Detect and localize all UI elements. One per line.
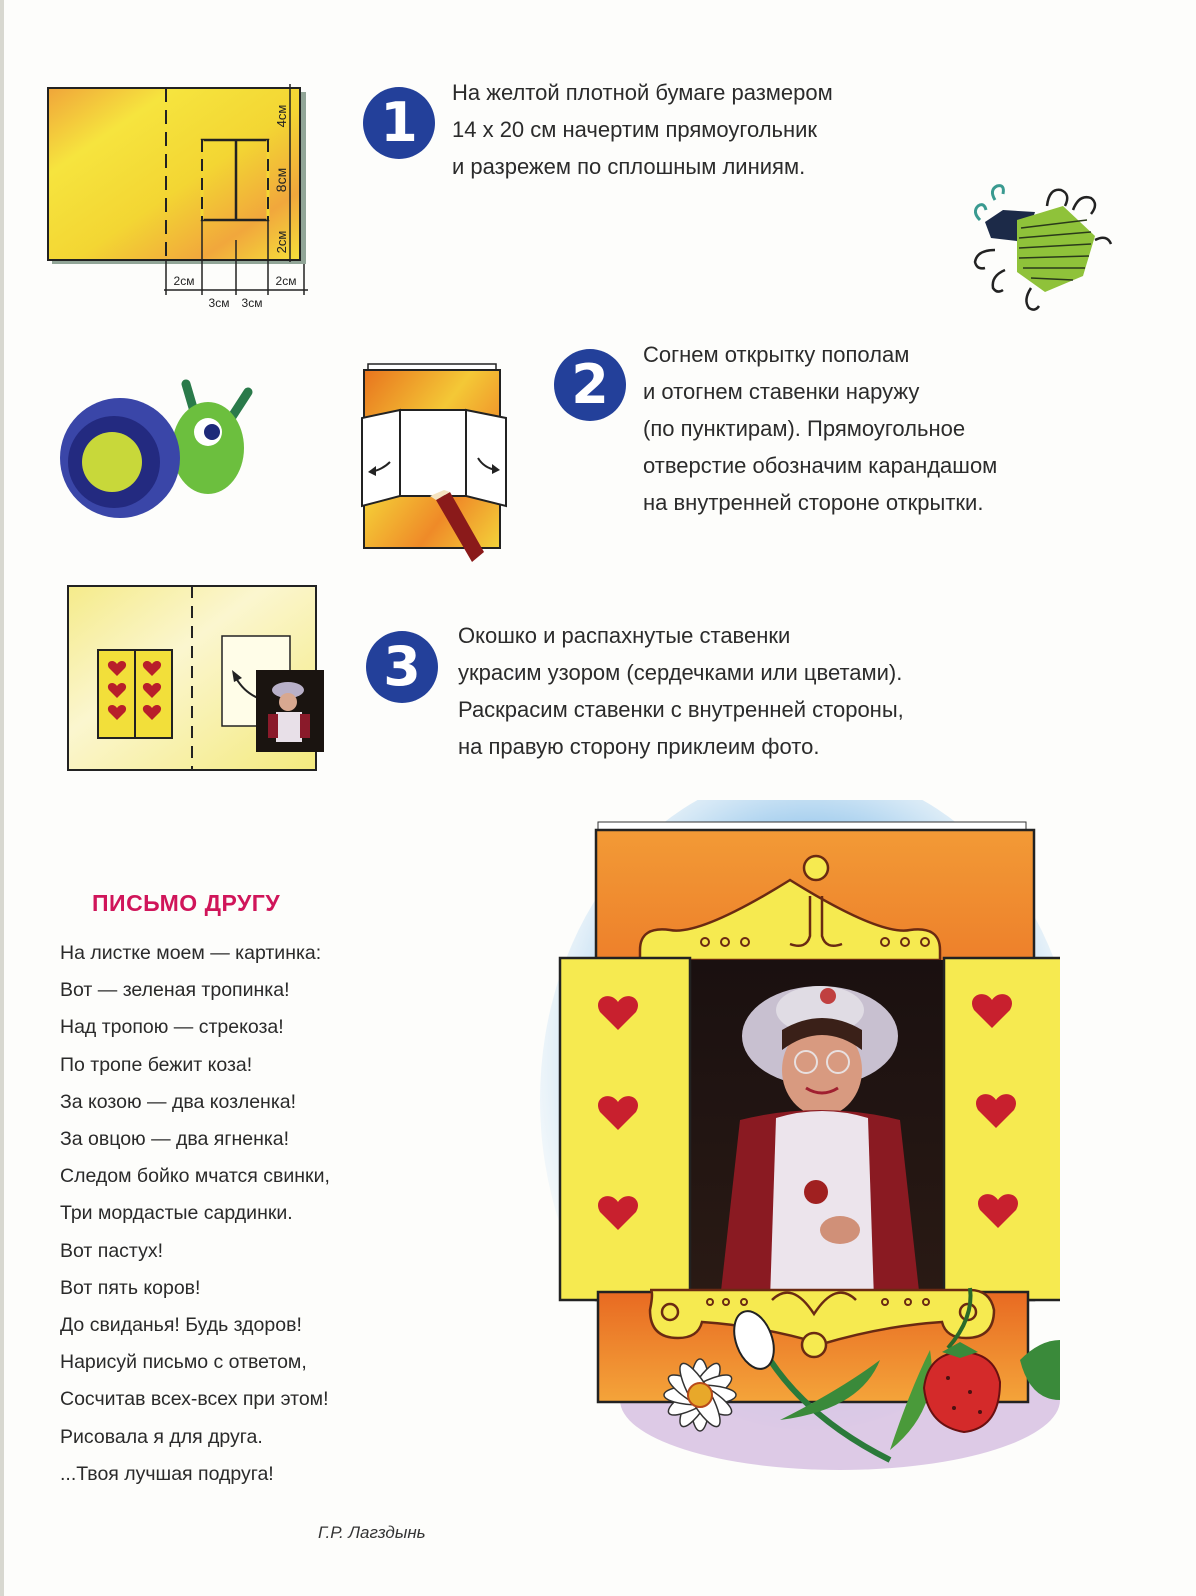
step-2-badge: 2: [554, 349, 626, 421]
poem-title: ПИСЬМО ДРУГУ: [92, 890, 281, 916]
beetle-illustration: [955, 180, 1115, 315]
poem-line: Три мордастые сардинки.: [60, 1202, 293, 1225]
step-1-badge: 1: [363, 87, 435, 159]
step-2-text: Согнем открытку пополам и отогнем ставенки наружу (по пунктирам). Прямоугольное отверстие обозначим карандашом на внутренней стороне открытки.: [643, 342, 998, 515]
poem-line: Рисовала я для друга.: [60, 1425, 263, 1448]
poem-line: По тропе бежит коза!: [60, 1053, 253, 1076]
diagram-step1-card-layout: [40, 80, 320, 310]
poem-line: До свиданья! Будь здоров!: [60, 1314, 302, 1337]
dim-label-bottom: 2см: [274, 230, 289, 254]
poem-author: Г.Р. Лагздынь: [318, 1523, 426, 1542]
poem-line: Вот — зеленая тропинка!: [60, 979, 290, 1002]
poem-line: Сосчитав всех-всех при этом!: [60, 1388, 329, 1411]
poem-line: За козою — два козленка!: [60, 1090, 297, 1113]
poem-line: Вот пастух!: [60, 1239, 163, 1262]
step-3-badge: 3: [366, 631, 438, 703]
poem-line: За овцою — два ягненка!: [60, 1128, 290, 1151]
poem-line: На листке моем — картинка:: [60, 942, 322, 964]
poem-line: ...Твоя лучшая подруга!: [60, 1462, 274, 1485]
diagram-step3-open-card: [62, 578, 332, 778]
step-1-text: На желтой плотной бумаге размером 14 х 20 см начертим прямоугольник и разрежем по сплошным линиям.: [452, 80, 833, 179]
finished-card-illustration: [540, 800, 1060, 1480]
dim-label-right-offset: 2см: [275, 274, 297, 288]
poem-line: Над тропою — стрекоза!: [60, 1016, 284, 1039]
dim-label-left-offset: 2см: [173, 274, 195, 288]
step-3-text: Окошко и распахнутые ставенки украсим узором (сердечками или цветами). Раскрасим ставенки с внутренней стороны, на правую сторону приклеим фото.: [458, 623, 904, 759]
dim-label-middle: 8см: [273, 167, 289, 193]
diagram-step2-folded-card: [360, 362, 520, 572]
dim-label-top: 4см: [274, 104, 289, 128]
poem-line: Следом бойко мчатся свинки,: [60, 1165, 330, 1188]
poem-line: Нарисуй письмо с ответом,: [60, 1351, 307, 1374]
page-edge: [0, 0, 4, 1596]
dim-label-half-left: 3см: [208, 296, 230, 310]
snail-illustration: [58, 370, 258, 530]
dim-label-half-right: 3см: [241, 296, 263, 310]
poem-line: Вот пять коров!: [60, 1276, 201, 1299]
poem-body: [60, 935, 330, 1493]
